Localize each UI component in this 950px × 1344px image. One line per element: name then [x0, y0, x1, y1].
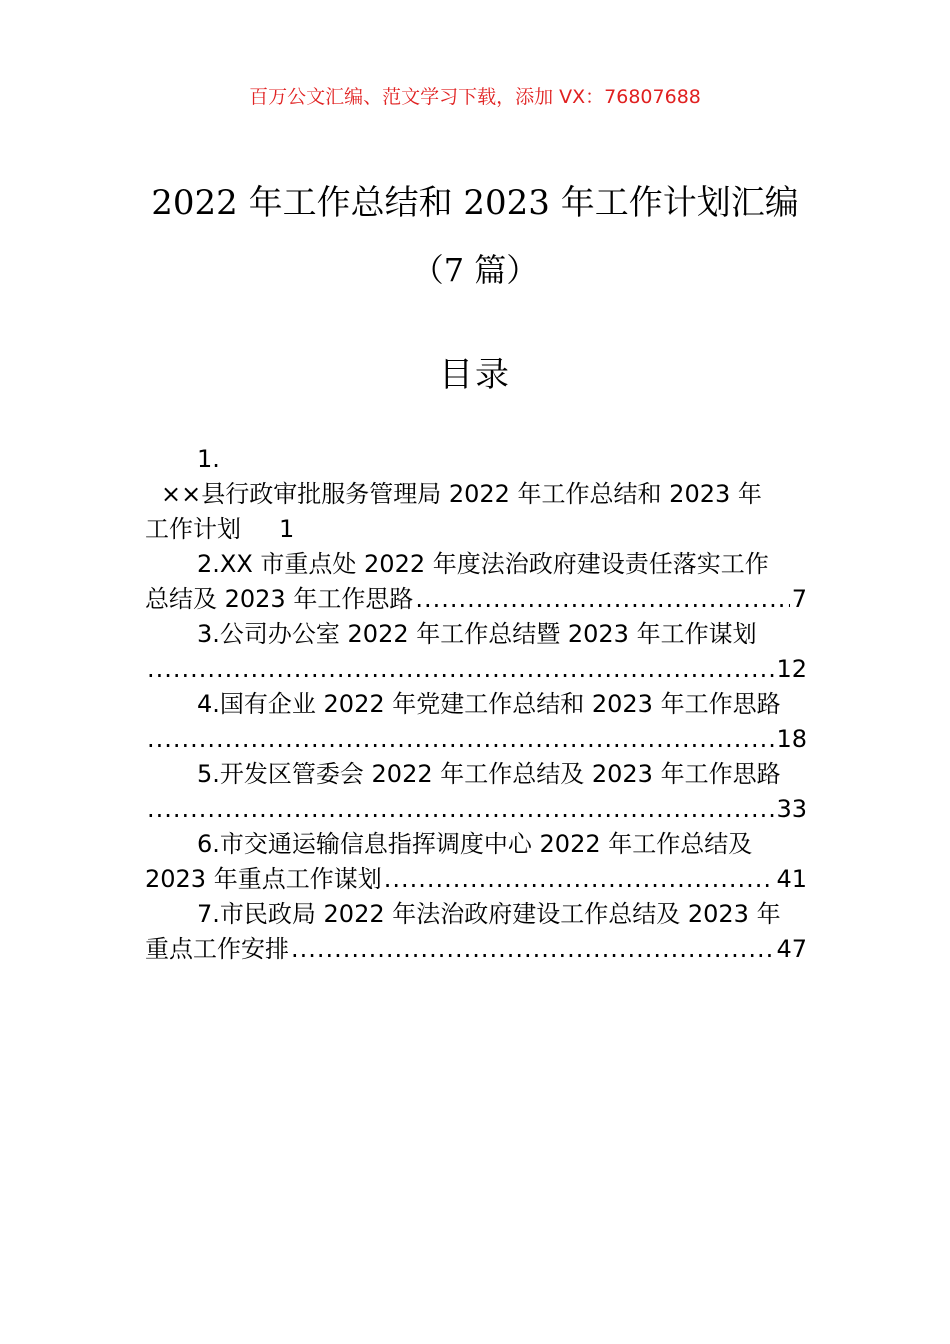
toc-item-text: 总结及 2023 年工作思路 — [145, 585, 414, 613]
toc-item-1-line-3 — [145, 512, 807, 547]
toc-dot-leader — [147, 722, 774, 757]
toc-item-text: 1. — [197, 445, 220, 473]
toc-page-number: 12 — [776, 655, 807, 683]
toc-item-6[interactable] — [145, 827, 807, 897]
toc-dot-leader — [291, 932, 774, 967]
toc-item-5-line-1 — [145, 757, 807, 792]
toc-item-text: 2023 年重点工作谋划 — [145, 865, 382, 893]
toc-item-6-line-2 — [145, 862, 807, 897]
toc-item-4[interactable] — [145, 687, 807, 757]
toc-item-2[interactable] — [145, 547, 807, 617]
toc-page-number: 41 — [776, 865, 807, 893]
toc-item-4-line-2 — [145, 722, 807, 757]
toc-dot-leader — [147, 792, 774, 827]
toc-item-2-line-2 — [145, 582, 807, 617]
toc-item-text: 2.XX 市重点处 2022 年度法治政府建设责任落实工作 — [197, 550, 769, 578]
toc-item-text: 7.市民政局 2022 年法治政府建设工作总结及 2023 年 — [197, 900, 781, 928]
table-of-contents — [145, 442, 807, 967]
toc-item-text: 6.市交通运输信息指挥调度中心 2022 年工作总结及 — [197, 830, 753, 858]
toc-dot-leader — [415, 582, 789, 617]
toc-dot-leader — [384, 862, 775, 897]
toc-item-1[interactable] — [145, 442, 807, 547]
toc-item-text: 4.国有企业 2022 年党建工作总结和 2023 年工作思路 — [197, 690, 781, 718]
toc-heading: 目录 — [439, 355, 511, 395]
toc-item-5[interactable] — [145, 757, 807, 827]
toc-item-1-line-1 — [145, 442, 807, 477]
promo-banner: 百万公文汇编、范文学习下载，添加 VX：76807688 — [249, 86, 701, 108]
toc-item-7-line-2 — [145, 932, 807, 967]
document-subtitle: （7 篇） — [411, 251, 539, 289]
toc-page-number: 47 — [776, 935, 807, 963]
toc-item-7-line-1 — [145, 897, 807, 932]
toc-item-7[interactable] — [145, 897, 807, 967]
toc-item-5-line-2 — [145, 792, 807, 827]
toc-page-number: 7 — [791, 585, 807, 613]
toc-item-2-line-1 — [145, 547, 807, 582]
toc-dot-leader — [147, 652, 774, 687]
toc-item-text: ××县行政审批服务管理局 2022 年工作总结和 2023 年 — [161, 480, 762, 508]
toc-item-text: 5.开发区管委会 2022 年工作总结及 2023 年工作思路 — [197, 760, 781, 788]
toc-page-number: 33 — [776, 795, 807, 823]
document-title: 2022 年工作总结和 2023 年工作计划汇编 — [151, 183, 799, 223]
toc-page-number: 1 — [279, 515, 295, 543]
toc-item-1-line-2 — [145, 477, 807, 512]
toc-page-number: 18 — [776, 725, 807, 753]
toc-item-text: 重点工作安排 — [145, 935, 289, 963]
toc-item-text: 工作计划 — [145, 515, 241, 543]
toc-item-3-line-2 — [145, 652, 807, 687]
toc-item-text: 3.公司办公室 2022 年工作总结暨 2023 年工作谋划 — [197, 620, 757, 648]
toc-item-6-line-1 — [145, 827, 807, 862]
toc-item-4-line-1 — [145, 687, 807, 722]
toc-item-3-line-1 — [145, 617, 807, 652]
toc-item-3[interactable] — [145, 617, 807, 687]
